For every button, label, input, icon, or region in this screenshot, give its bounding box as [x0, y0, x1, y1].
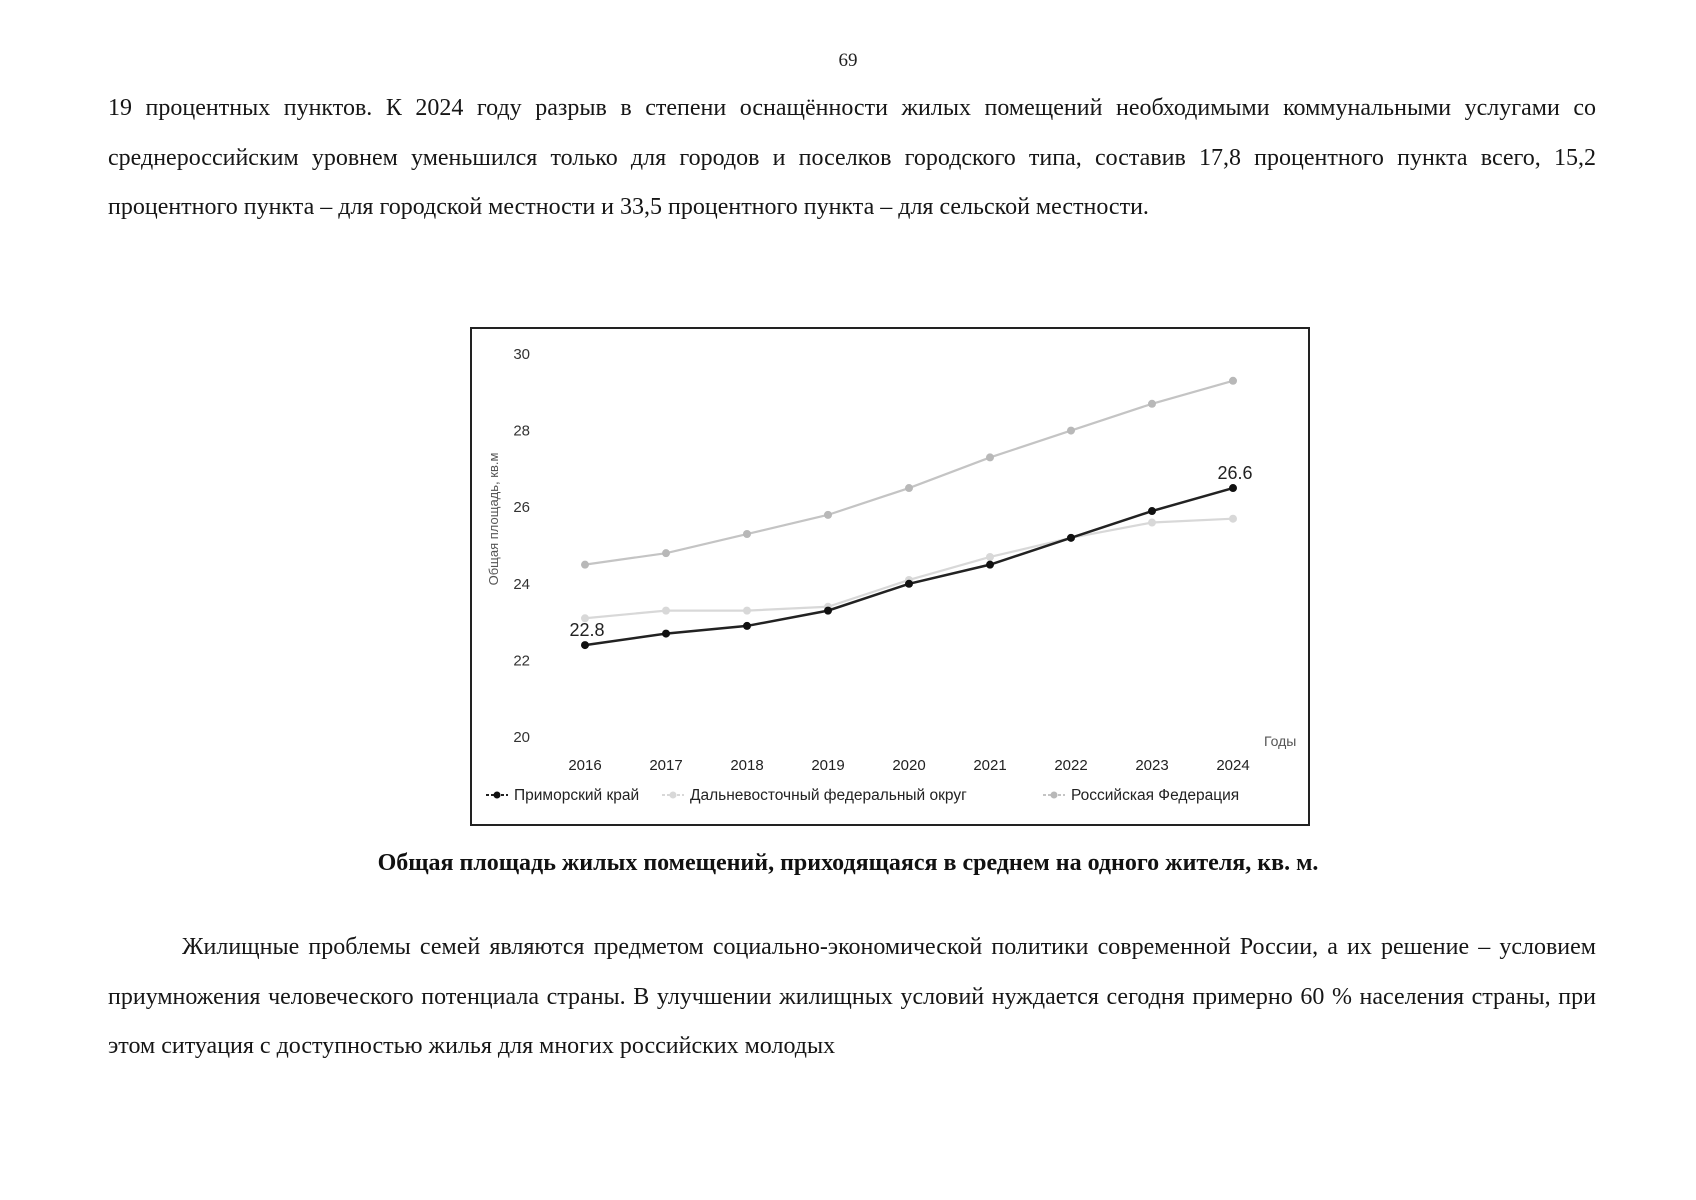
series-line: [585, 488, 1233, 645]
data-point: [986, 553, 994, 561]
x-tick-label: 2019: [811, 757, 845, 774]
x-axis-label: Годы: [1264, 733, 1297, 749]
data-point: [986, 453, 994, 461]
y-tick-label: 22: [513, 652, 530, 670]
page-number: 69: [838, 50, 858, 71]
y-tick-labels: [513, 346, 530, 746]
y-tick-label: 30: [513, 346, 530, 363]
data-point: [986, 561, 994, 569]
x-tick-labels: [568, 757, 1249, 774]
y-tick-label: 28: [513, 422, 530, 440]
legend: [486, 787, 1239, 804]
data-point: [1148, 507, 1156, 515]
legend-item: [662, 787, 967, 804]
legend-label: Приморский край: [514, 787, 640, 804]
figure-caption: Общая площадь жилых помещений, приходящаяся в среднем на одного жителя, кв. м.: [377, 850, 1319, 876]
x-tick-label: 2022: [1054, 757, 1088, 774]
data-label: 26.6: [1217, 463, 1253, 484]
data-point: [743, 622, 751, 630]
data-point: [1067, 427, 1075, 435]
legend-swatch-marker: [670, 792, 677, 799]
data-point: [662, 549, 670, 557]
series-line: [585, 519, 1233, 619]
line-chart: [472, 329, 1308, 824]
data-point: [743, 607, 751, 615]
x-tick-label: 2020: [892, 757, 926, 774]
y-tick-label: 26: [513, 499, 530, 517]
body-paragraph-top: 19 процентных пунктов. К 2024 году разрыв в степени оснащённости жилых помещений необходимыми коммунальными услугами со среднероссийским уровнем уменьшился только для городов и поселков городского типа, составив 17,8 процентного пункта всего, 15,2 процентного пункта – для городской местности и 33,5 процентного пункта – для сельской местности.: [108, 95, 1596, 220]
data-point: [1148, 519, 1156, 527]
data-point: [1229, 515, 1237, 523]
data-point: [662, 630, 670, 638]
legend-item: [1043, 787, 1239, 804]
data-point: [662, 607, 670, 615]
legend-swatch-marker: [494, 792, 501, 799]
data-point: [743, 530, 751, 538]
data-point: [905, 580, 913, 588]
legend-item: [486, 787, 639, 804]
data-point: [581, 561, 589, 569]
data-point: [1229, 377, 1237, 385]
y-axis-label: Общая площадь, кв.м: [486, 452, 501, 586]
series-layer: [581, 377, 1237, 649]
data-point: [824, 511, 832, 519]
data-label: 22.8: [569, 620, 605, 641]
x-tick-label: 2016: [568, 757, 602, 774]
data-point: [1229, 484, 1237, 492]
x-tick-label: 2018: [730, 757, 764, 774]
legend-label: Российская Федерация: [1071, 787, 1240, 804]
legend-swatch-marker: [1051, 792, 1058, 799]
data-point: [1148, 400, 1156, 408]
y-tick-label: 20: [513, 729, 530, 746]
x-tick-label: 2021: [973, 757, 1007, 774]
data-point: [581, 641, 589, 649]
x-tick-label: 2023: [1135, 757, 1169, 774]
data-point: [905, 484, 913, 492]
y-tick-label: 24: [513, 575, 530, 593]
legend-label: Дальневосточный федеральный округ: [690, 787, 967, 804]
chart-frame: [470, 327, 1310, 826]
x-tick-label: 2017: [649, 757, 683, 774]
data-point: [824, 607, 832, 615]
x-tick-label: 2024: [1216, 757, 1250, 774]
body-paragraph-bottom: Жилищные проблемы семей являются предметом социально-экономической политики современной России, а их решение – условием приумножения человеческого потенциала страны. В улучшении жилищных условий нуждается сегодня примерно 60 % населения страны, при этом ситуация с доступностью жилья для многих российских молодых: [108, 934, 1596, 1059]
data-point: [1067, 534, 1075, 542]
series-line: [585, 381, 1233, 565]
